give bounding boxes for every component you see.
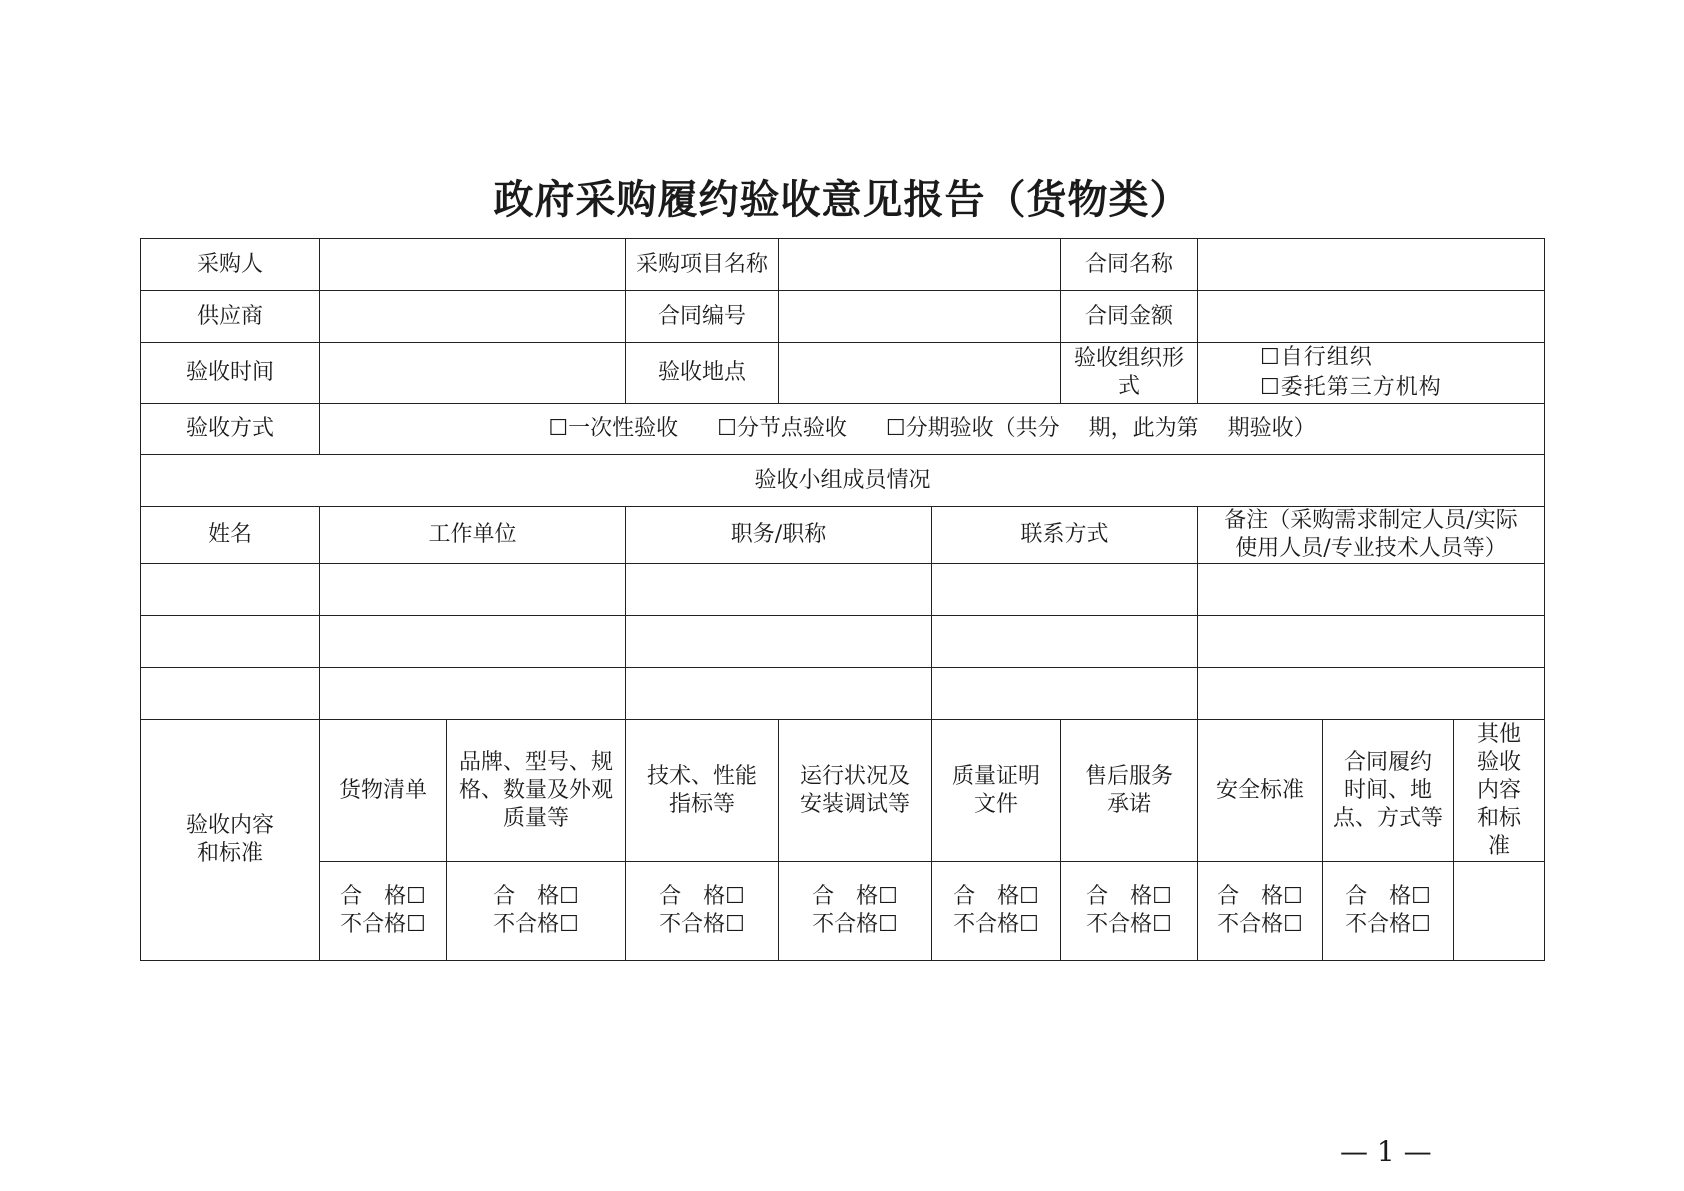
member-name-cell[interactable] bbox=[141, 616, 320, 668]
result-cell-after-sales[interactable]: 合 格☐ 不合格☐ bbox=[1061, 862, 1198, 961]
label-purchaser: 采购人 bbox=[141, 239, 320, 291]
label-accept-time: 验收时间 bbox=[141, 343, 320, 404]
col-name: 姓名 bbox=[141, 507, 320, 564]
item-safety-standard: 安全标准 bbox=[1198, 720, 1323, 862]
accept-time-field[interactable] bbox=[320, 343, 626, 404]
page-number: — 1 — bbox=[1340, 1135, 1432, 1168]
col-position: 职务/职称 bbox=[626, 507, 932, 564]
team-header: 验收小组成员情况 bbox=[141, 455, 1545, 507]
member-contact-cell[interactable] bbox=[932, 668, 1198, 720]
row-team-columns bbox=[141, 507, 1545, 564]
member-position-cell[interactable] bbox=[626, 564, 932, 616]
method-node-checkbox[interactable]: ☐分节点验收 bbox=[717, 416, 847, 441]
row-content-headers bbox=[141, 720, 1545, 862]
project-name-field[interactable] bbox=[779, 239, 1061, 291]
label-contract-no: 合同编号 bbox=[626, 291, 779, 343]
acceptance-form-table bbox=[140, 238, 1545, 961]
member-note-cell[interactable] bbox=[1198, 616, 1545, 668]
label-project-name: 采购项目名称 bbox=[626, 239, 779, 291]
team-member-row bbox=[141, 616, 1545, 668]
contract-name-field[interactable] bbox=[1198, 239, 1545, 291]
item-contract-performance: 合同履约 时间、地 点、方式等 bbox=[1323, 720, 1454, 862]
label-supplier: 供应商 bbox=[141, 291, 320, 343]
method-stage-checkbox[interactable]: ☐分期验收（共分 期，此为第 期验收） bbox=[885, 416, 1316, 441]
label-org-form: 验收组织形式 bbox=[1061, 343, 1198, 404]
row-team-header bbox=[141, 455, 1545, 507]
member-note-cell[interactable] bbox=[1198, 564, 1545, 616]
contract-amount-field[interactable] bbox=[1198, 291, 1545, 343]
purchaser-field[interactable] bbox=[320, 239, 626, 291]
member-unit-cell[interactable] bbox=[320, 616, 626, 668]
accept-place-field[interactable] bbox=[779, 343, 1061, 404]
item-other: 其他 验收 内容 和标 准 bbox=[1454, 720, 1545, 862]
member-name-cell[interactable] bbox=[141, 668, 320, 720]
result-cell-safety-standard[interactable]: 合 格☐ 不合格☐ bbox=[1198, 862, 1323, 961]
result-cell-operation-install[interactable]: 合 格☐ 不合格☐ bbox=[779, 862, 932, 961]
org-self-checkbox[interactable]: ☐自行组织 bbox=[1260, 345, 1373, 370]
member-position-cell[interactable] bbox=[626, 616, 932, 668]
label-accept-place: 验收地点 bbox=[626, 343, 779, 404]
page-title: 政府采购履约验收意见报告（货物类） bbox=[493, 176, 1191, 223]
item-after-sales: 售后服务 承诺 bbox=[1061, 720, 1198, 862]
row-basic-2 bbox=[141, 291, 1545, 343]
method-options bbox=[320, 404, 1545, 455]
label-accept-method: 验收方式 bbox=[141, 404, 320, 455]
method-once-checkbox[interactable]: ☐一次性验收 bbox=[548, 416, 679, 441]
org-form-options bbox=[1198, 343, 1545, 404]
member-note-cell[interactable] bbox=[1198, 668, 1545, 720]
contract-no-field[interactable] bbox=[779, 291, 1061, 343]
member-unit-cell[interactable] bbox=[320, 564, 626, 616]
item-tech-performance: 技术、性能 指标等 bbox=[626, 720, 779, 862]
row-basic-3 bbox=[141, 343, 1545, 404]
member-name-cell[interactable] bbox=[141, 564, 320, 616]
supplier-field[interactable] bbox=[320, 291, 626, 343]
col-contact: 联系方式 bbox=[932, 507, 1198, 564]
member-contact-cell[interactable] bbox=[932, 564, 1198, 616]
content-label: 验收内容 和标准 bbox=[141, 720, 320, 961]
row-method bbox=[141, 404, 1545, 455]
team-member-row bbox=[141, 564, 1545, 616]
result-cell-quality-cert[interactable]: 合 格☐ 不合格☐ bbox=[932, 862, 1061, 961]
row-pass-fail bbox=[141, 862, 1545, 961]
result-cell-other[interactable] bbox=[1454, 862, 1545, 961]
result-cell-brand-model[interactable]: 合 格☐ 不合格☐ bbox=[447, 862, 626, 961]
label-contract-name: 合同名称 bbox=[1061, 239, 1198, 291]
col-unit: 工作单位 bbox=[320, 507, 626, 564]
col-note: 备注（采购需求制定人员/实际 使用人员/专业技术人员等） bbox=[1198, 507, 1545, 564]
item-quality-cert: 质量证明 文件 bbox=[932, 720, 1061, 862]
member-contact-cell[interactable] bbox=[932, 616, 1198, 668]
row-basic-1 bbox=[141, 239, 1545, 291]
result-cell-tech-performance[interactable]: 合 格☐ 不合格☐ bbox=[626, 862, 779, 961]
member-unit-cell[interactable] bbox=[320, 668, 626, 720]
member-position-cell[interactable] bbox=[626, 668, 932, 720]
result-cell-contract-performance[interactable]: 合 格☐ 不合格☐ bbox=[1323, 862, 1454, 961]
item-operation-install: 运行状况及 安装调试等 bbox=[779, 720, 932, 862]
item-brand-model: 品牌、型号、规 格、数量及外观 质量等 bbox=[447, 720, 626, 862]
label-contract-amount: 合同金额 bbox=[1061, 291, 1198, 343]
team-member-row bbox=[141, 668, 1545, 720]
org-third-party-checkbox[interactable]: ☐委托第三方机构 bbox=[1260, 375, 1442, 400]
result-cell-goods-list[interactable]: 合 格☐ 不合格☐ bbox=[320, 862, 447, 961]
item-goods-list: 货物清单 bbox=[320, 720, 447, 862]
